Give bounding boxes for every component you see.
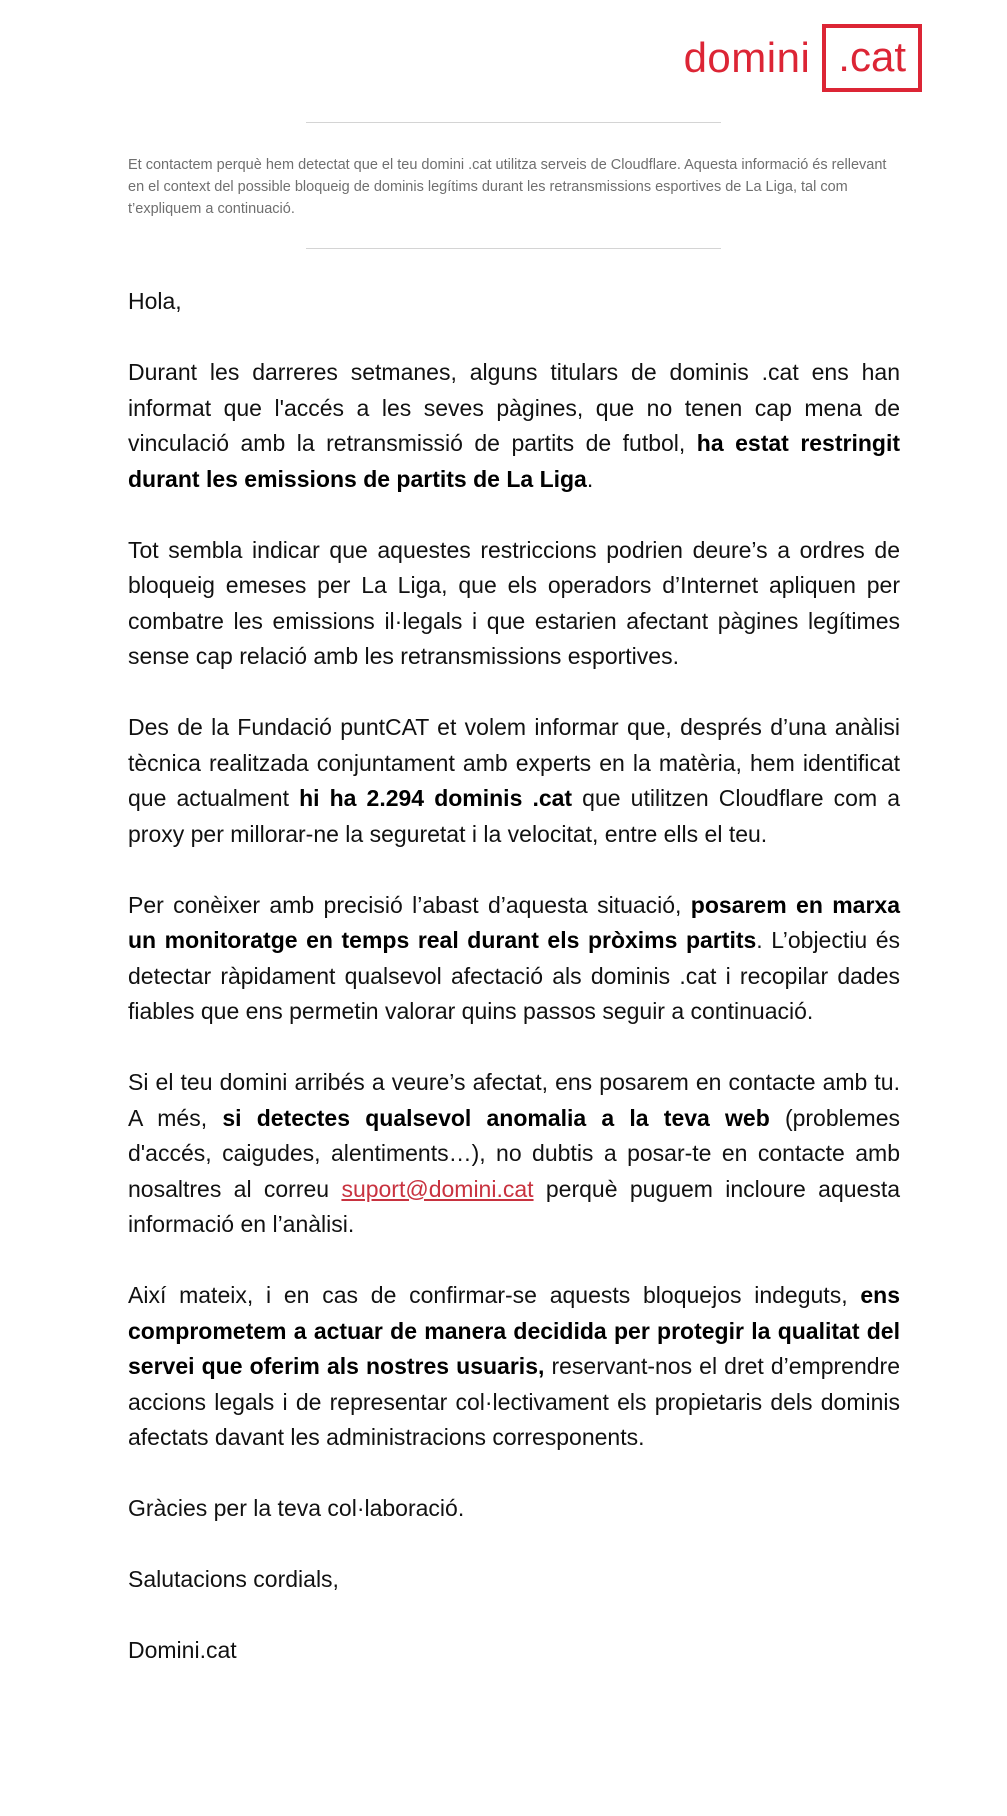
paragraph-text: . L’objectiu és detectar ràpidament qualsevol afectació als dominis .cat i recopilar dades fiables que ens permetin valorar quins passos seguir a continuació. (128, 927, 900, 1024)
paragraph-blocking-orders: Tot sembla indicar que aquestes restriccions podrien deure’s a ordres de bloqueig emeses per La Liga, que els operadors d’Internet apliquen per combatre les emissions il·legals i que estarien afectant pàgines legítimes sense cap relació amb les retransmissions esportives. (128, 536, 900, 669)
paragraph-text: (problemes d'accés, caigudes, alentiments…), no dubtis a posar-te en contacte amb nosaltres al correu (128, 1104, 900, 1202)
bold-highlight: ens comprometem a actuar de manera decidida per protegir la qualitat del servei que oferim als nostres usuaris, (128, 1282, 900, 1379)
paragraph-restriction (128, 355, 900, 497)
bold-highlight: si detectes qualsevol anomalia a la teva web (222, 1104, 770, 1131)
support-email-link[interactable]: suport@domini.cat (341, 1175, 534, 1202)
paragraph-text: Per conèixer amb precisió l’abast d’aquesta situació, (128, 891, 691, 918)
paragraph-text: Des de la Fundació puntCAT et volem informar que, després d’una anàlisi tècnica realitzada conjuntament amb experts en la matèria, hem identificat que actualment (128, 714, 900, 811)
paragraph-text: . (586, 465, 594, 492)
bold-highlight: hi ha 2.294 dominis .cat (299, 785, 573, 811)
bold-highlight: posarem en marxa un monitoratge en temps real durant els pròxims partits (128, 891, 900, 953)
email-body (128, 284, 900, 1704)
paragraph-text: Durant les darreres setmanes, alguns titulars de dominis .cat ens han informat que l'accés a les seves pàgines, que no tenen cap mena de vinculació amb la retransmissió de partits de futbol, (128, 359, 900, 456)
top-divider (306, 122, 721, 123)
paragraph-text: Si el teu domini arribés a veure’s afectat, ens posarem en contacte amb tu. A més, (128, 1069, 900, 1131)
bold-highlight: ha estat restringit durant les emissions de partits de La Liga (128, 430, 900, 492)
closing-line: Salutacions cordials, (128, 1566, 339, 1592)
domini-cat-logo (684, 24, 922, 92)
bottom-divider (306, 248, 721, 249)
paragraph-text: reservant-nos el dret d’emprendre accions legals i de representar col·lectivament els propietaris dels dominis afectats davant les administracions corresponents. (128, 1353, 900, 1450)
logo-tld-box: .cat (822, 24, 922, 92)
paragraph-analysis (128, 710, 900, 852)
paragraph-text: que utilitzen Cloudflare com a proxy per millorar-ne la seguretat i la velocitat, entre ells el teu. (128, 785, 900, 847)
greeting: Hola, (128, 288, 182, 314)
thanks-line: Gràcies per la teva col·laboració. (128, 1495, 465, 1521)
paragraph-contact (128, 1065, 900, 1243)
notice-text: Et contactem perquè hem detectat que el teu domini .cat utilitza serveis de Cloudflare. Aquesta informació és rellevant en el context del possible bloqueig de dominis legítims durant les retransmissions esportives de La Liga, tal com t’expliquem a continuació. (128, 157, 887, 217)
paragraph-monitoring (128, 888, 900, 1030)
paragraph-commitment (128, 1278, 900, 1456)
signature: Domini.cat (128, 1637, 237, 1663)
email-header (0, 0, 1007, 100)
paragraph-text: Així mateix, i en cas de confirmar-se aquests bloquejos indeguts, (128, 1282, 861, 1308)
paragraph-text: perquè puguem incloure aquesta informació en l’anàlisi. (128, 1175, 901, 1237)
logo-word: domini (683, 34, 811, 81)
